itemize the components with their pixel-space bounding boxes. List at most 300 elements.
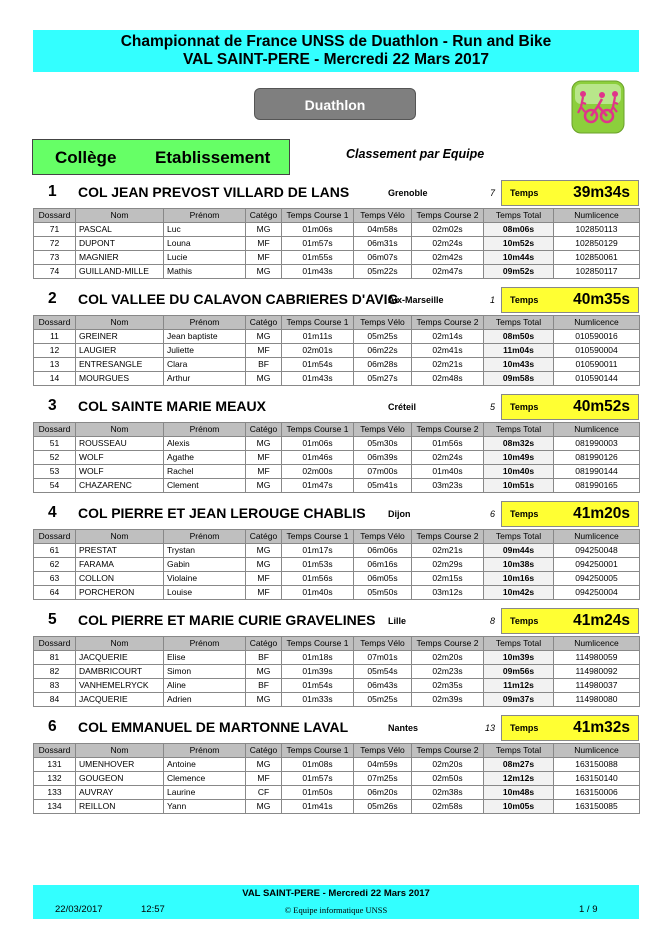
team-name: COL PIERRE ET MARIE CURIE GRAVELINES	[78, 612, 376, 628]
cell-temps-velo: 04m58s	[354, 223, 412, 237]
cell-temps-course-1: 01m56s	[282, 572, 354, 586]
cell-temps-course-1: 01m54s	[282, 358, 354, 372]
cell-prenom: Rachel	[164, 465, 246, 479]
cell-prenom: Clemence	[164, 772, 246, 786]
cell-categorie: BF	[246, 679, 282, 693]
team-time-label: Temps	[510, 295, 539, 305]
column-header-categorie: Catégo	[246, 209, 282, 223]
cell-temps-total: 11m12s	[484, 679, 554, 693]
column-header-temps-total: Temps Total	[484, 316, 554, 330]
column-header-prenom: Prénom	[164, 423, 246, 437]
cell-temps-velo: 05m25s	[354, 693, 412, 707]
column-header-prenom: Prénom	[164, 530, 246, 544]
cell-nom: AUVRAY	[76, 786, 164, 800]
team-name: COL VALLEE DU CALAVON CABRIERES D'AVIG	[78, 291, 399, 307]
team-time-label: Temps	[510, 402, 539, 412]
team-name: COL JEAN PREVOST VILLARD DE LANS	[78, 184, 350, 200]
cell-prenom: Adrien	[164, 693, 246, 707]
cell-temps-velo: 05m22s	[354, 265, 412, 279]
team-rank: 5	[48, 611, 57, 628]
cell-dossard: 53	[34, 465, 76, 479]
cell-temps-course-2: 02m15s	[412, 572, 484, 586]
column-header-nom: Nom	[76, 637, 164, 651]
cell-categorie: MG	[246, 479, 282, 493]
cell-prenom: Trystan	[164, 544, 246, 558]
cell-dossard: 12	[34, 344, 76, 358]
cell-numlicence: 010590144	[554, 372, 640, 386]
team-time-label: Temps	[510, 616, 539, 626]
column-header-temps-velo: Temps Vélo	[354, 744, 412, 758]
cell-nom: WOLF	[76, 451, 164, 465]
cell-numlicence: 114980059	[554, 651, 640, 665]
column-header-dossard: Dossard	[34, 637, 76, 651]
team-time-box	[501, 287, 639, 313]
cell-dossard: 52	[34, 451, 76, 465]
cell-numlicence: 163150088	[554, 758, 640, 772]
table-row	[34, 772, 640, 786]
cell-temps-course-1: 01m08s	[282, 758, 354, 772]
cell-categorie: MF	[246, 344, 282, 358]
table-header-row	[34, 423, 640, 437]
column-header-categorie: Catégo	[246, 316, 282, 330]
team-name: COL SAINTE MARIE MEAUX	[78, 398, 266, 414]
cell-numlicence: 114980092	[554, 665, 640, 679]
cell-temps-total: 10m52s	[484, 237, 554, 251]
cell-prenom: Simon	[164, 665, 246, 679]
column-header-prenom: Prénom	[164, 209, 246, 223]
results-table	[33, 208, 640, 279]
column-header-prenom: Prénom	[164, 637, 246, 651]
cell-prenom: Luc	[164, 223, 246, 237]
cell-temps-course-2: 02m35s	[412, 679, 484, 693]
run-and-bike-logo-icon	[571, 80, 625, 134]
team-rank: 6	[48, 718, 57, 735]
team-academy: Créteil	[388, 402, 417, 412]
cell-temps-course-2: 02m21s	[412, 544, 484, 558]
cell-temps-course-2: 01m56s	[412, 437, 484, 451]
cell-nom: JACQUERIE	[76, 693, 164, 707]
column-header-numlicence: Numlicence	[554, 209, 640, 223]
column-header-temps-velo: Temps Vélo	[354, 423, 412, 437]
cell-prenom: Antoine	[164, 758, 246, 772]
cell-dossard: 132	[34, 772, 76, 786]
column-header-temps-course-2: Temps Course 2	[412, 637, 484, 651]
cell-temps-course-2: 02m24s	[412, 237, 484, 251]
cell-temps-total: 10m44s	[484, 251, 554, 265]
cell-numlicence: 102850113	[554, 223, 640, 237]
cell-temps-course-1: 01m06s	[282, 223, 354, 237]
cell-prenom: Clement	[164, 479, 246, 493]
cell-temps-course-2: 02m20s	[412, 758, 484, 772]
column-header-temps-course-1: Temps Course 1	[282, 744, 354, 758]
cell-temps-velo: 05m41s	[354, 479, 412, 493]
column-header-nom: Nom	[76, 423, 164, 437]
table-header-row	[34, 209, 640, 223]
cell-prenom: Louise	[164, 586, 246, 600]
table-row	[34, 223, 640, 237]
table-row	[34, 437, 640, 451]
cell-temps-velo: 06m16s	[354, 558, 412, 572]
table-row	[34, 344, 640, 358]
cell-nom: PRESTAT	[76, 544, 164, 558]
cell-temps-course-2: 02m48s	[412, 372, 484, 386]
team-header	[33, 394, 639, 422]
cell-prenom: Lucie	[164, 251, 246, 265]
cell-nom: ENTRESANGLE	[76, 358, 164, 372]
column-header-categorie: Catégo	[246, 637, 282, 651]
column-header-temps-course-1: Temps Course 1	[282, 423, 354, 437]
cell-dossard: 13	[34, 358, 76, 372]
cell-nom: JACQUERIE	[76, 651, 164, 665]
table-row	[34, 358, 640, 372]
cell-temps-course-1: 01m11s	[282, 330, 354, 344]
cell-dossard: 82	[34, 665, 76, 679]
table-row	[34, 586, 640, 600]
cell-categorie: CF	[246, 786, 282, 800]
cell-nom: DAMBRICOURT	[76, 665, 164, 679]
team-rank: 1	[48, 183, 57, 200]
table-row	[34, 651, 640, 665]
cell-dossard: 133	[34, 786, 76, 800]
column-header-temps-total: Temps Total	[484, 530, 554, 544]
column-header-temps-course-2: Temps Course 2	[412, 423, 484, 437]
cell-temps-course-2: 02m42s	[412, 251, 484, 265]
footer-copyright: © Equipe informatique UNSS	[284, 905, 388, 915]
team-number: 8	[489, 616, 495, 626]
table-row	[34, 679, 640, 693]
cell-nom: GUILLAND-MILLE	[76, 265, 164, 279]
cell-temps-course-2: 02m38s	[412, 786, 484, 800]
column-header-nom: Nom	[76, 209, 164, 223]
cell-categorie: MF	[246, 772, 282, 786]
column-header-categorie: Catégo	[246, 530, 282, 544]
column-header-nom: Nom	[76, 744, 164, 758]
team-time-box	[501, 715, 639, 741]
column-header-temps-velo: Temps Vélo	[354, 530, 412, 544]
category-box	[32, 139, 290, 175]
team-time-value: 40m52s	[573, 398, 630, 415]
cell-numlicence: 010590016	[554, 330, 640, 344]
cell-temps-velo: 06m07s	[354, 251, 412, 265]
team-time-value: 40m35s	[573, 291, 630, 308]
table-row	[34, 372, 640, 386]
cell-dossard: 81	[34, 651, 76, 665]
cell-prenom: Arthur	[164, 372, 246, 386]
team-time-box	[501, 394, 639, 420]
team-time-box	[501, 180, 639, 206]
team-number: 13	[484, 723, 495, 733]
cell-numlicence: 094250005	[554, 572, 640, 586]
cell-dossard: 54	[34, 479, 76, 493]
cell-temps-total: 10m05s	[484, 800, 554, 814]
cell-numlicence: 163150085	[554, 800, 640, 814]
cell-categorie: MG	[246, 558, 282, 572]
cell-temps-course-2: 03m12s	[412, 586, 484, 600]
table-row	[34, 465, 640, 479]
cell-temps-velo: 07m00s	[354, 465, 412, 479]
cell-temps-total: 10m49s	[484, 451, 554, 465]
team-number: 1	[489, 295, 495, 305]
column-header-dossard: Dossard	[34, 423, 76, 437]
cell-prenom: Louna	[164, 237, 246, 251]
cell-dossard: 71	[34, 223, 76, 237]
cell-numlicence: 094250048	[554, 544, 640, 558]
event-pill: Duathlon	[254, 88, 416, 120]
cell-numlicence: 010590004	[554, 344, 640, 358]
cell-prenom: Clara	[164, 358, 246, 372]
column-header-dossard: Dossard	[34, 316, 76, 330]
team-academy: Lille	[388, 616, 407, 626]
cell-dossard: 61	[34, 544, 76, 558]
cell-nom: VANHEMELRYCK	[76, 679, 164, 693]
column-header-numlicence: Numlicence	[554, 530, 640, 544]
column-header-temps-course-1: Temps Course 1	[282, 530, 354, 544]
team-block	[33, 180, 639, 279]
cell-categorie: MG	[246, 544, 282, 558]
cell-temps-velo: 06m20s	[354, 786, 412, 800]
team-rank: 2	[48, 290, 57, 307]
column-header-temps-total: Temps Total	[484, 209, 554, 223]
table-row	[34, 451, 640, 465]
column-header-temps-total: Temps Total	[484, 744, 554, 758]
footer-time: 12:57	[141, 904, 165, 915]
cell-temps-course-2: 02m24s	[412, 451, 484, 465]
table-row	[34, 572, 640, 586]
cell-numlicence: 102850061	[554, 251, 640, 265]
column-header-categorie: Catégo	[246, 744, 282, 758]
cell-nom: DUPONT	[76, 237, 164, 251]
cell-temps-total: 12m12s	[484, 772, 554, 786]
cell-dossard: 64	[34, 586, 76, 600]
cell-temps-total: 10m42s	[484, 586, 554, 600]
table-row	[34, 558, 640, 572]
cell-categorie: MG	[246, 800, 282, 814]
team-time-label: Temps	[510, 723, 539, 733]
cell-temps-total: 10m48s	[484, 786, 554, 800]
cell-numlicence: 163150140	[554, 772, 640, 786]
cell-prenom: Alexis	[164, 437, 246, 451]
team-number: 6	[489, 509, 495, 519]
cell-temps-course-1: 01m39s	[282, 665, 354, 679]
cell-dossard: 74	[34, 265, 76, 279]
table-row	[34, 665, 640, 679]
team-header	[33, 715, 639, 743]
cell-dossard: 134	[34, 800, 76, 814]
cell-temps-velo: 06m31s	[354, 237, 412, 251]
team-time-label: Temps	[510, 188, 539, 198]
cell-numlicence: 094250004	[554, 586, 640, 600]
cell-temps-course-1: 01m54s	[282, 679, 354, 693]
cell-temps-velo: 07m25s	[354, 772, 412, 786]
cell-temps-total: 10m39s	[484, 651, 554, 665]
column-header-prenom: Prénom	[164, 744, 246, 758]
cell-temps-course-2: 02m39s	[412, 693, 484, 707]
column-header-numlicence: Numlicence	[554, 316, 640, 330]
table-header-row	[34, 316, 640, 330]
cell-temps-total: 08m50s	[484, 330, 554, 344]
cell-nom: MAGNIER	[76, 251, 164, 265]
cell-numlicence: 081990165	[554, 479, 640, 493]
cell-categorie: MG	[246, 372, 282, 386]
cell-nom: PASCAL	[76, 223, 164, 237]
team-block	[33, 394, 639, 493]
column-header-numlicence: Numlicence	[554, 423, 640, 437]
cell-nom: MOURGUES	[76, 372, 164, 386]
cell-numlicence: 163150006	[554, 786, 640, 800]
column-header-nom: Nom	[76, 316, 164, 330]
team-name: COL PIERRE ET JEAN LEROUGE CHABLIS	[78, 505, 366, 521]
cell-nom: COLLON	[76, 572, 164, 586]
team-rank: 3	[48, 397, 57, 414]
cell-numlicence: 114980080	[554, 693, 640, 707]
cell-temps-velo: 06m28s	[354, 358, 412, 372]
cell-nom: CHAZARENC	[76, 479, 164, 493]
ranking-mode-label: Classement par Equipe	[346, 147, 485, 161]
cell-nom: GREINER	[76, 330, 164, 344]
column-header-temps-course-1: Temps Course 1	[282, 316, 354, 330]
cell-temps-course-2: 02m14s	[412, 330, 484, 344]
cell-temps-total: 10m40s	[484, 465, 554, 479]
category-level: Collège	[55, 148, 117, 167]
cell-temps-total: 09m44s	[484, 544, 554, 558]
team-time-label: Temps	[510, 509, 539, 519]
cell-temps-course-1: 01m46s	[282, 451, 354, 465]
table-row	[34, 758, 640, 772]
column-header-temps-velo: Temps Vélo	[354, 209, 412, 223]
cell-numlicence: 114980037	[554, 679, 640, 693]
cell-numlicence: 081990003	[554, 437, 640, 451]
cell-temps-total: 09m37s	[484, 693, 554, 707]
cell-temps-velo: 07m01s	[354, 651, 412, 665]
team-time-value: 41m24s	[573, 612, 630, 629]
cell-temps-course-2: 03m23s	[412, 479, 484, 493]
column-header-numlicence: Numlicence	[554, 744, 640, 758]
cell-temps-velo: 06m05s	[354, 572, 412, 586]
column-header-nom: Nom	[76, 530, 164, 544]
table-row	[34, 265, 640, 279]
cell-temps-course-1: 01m06s	[282, 437, 354, 451]
cell-prenom: Agathe	[164, 451, 246, 465]
results-table	[33, 636, 640, 707]
cell-temps-course-1: 01m18s	[282, 651, 354, 665]
team-name: COL EMMANUEL DE MARTONNE LAVAL	[78, 719, 349, 735]
cell-temps-course-2: 02m29s	[412, 558, 484, 572]
cell-dossard: 83	[34, 679, 76, 693]
cell-temps-course-2: 01m40s	[412, 465, 484, 479]
column-header-temps-course-2: Temps Course 2	[412, 209, 484, 223]
table-header-row	[34, 637, 640, 651]
cell-temps-course-2: 02m58s	[412, 800, 484, 814]
cell-nom: LAUGIER	[76, 344, 164, 358]
team-block	[33, 715, 639, 814]
cell-temps-velo: 05m54s	[354, 665, 412, 679]
team-time-box	[501, 501, 639, 527]
team-header	[33, 501, 639, 529]
cell-temps-velo: 05m25s	[354, 330, 412, 344]
footer-date: 22/03/2017	[55, 904, 103, 915]
cell-temps-total: 10m43s	[484, 358, 554, 372]
cell-temps-velo: 06m43s	[354, 679, 412, 693]
cell-prenom: Elise	[164, 651, 246, 665]
cell-categorie: MG	[246, 665, 282, 679]
cell-temps-velo: 04m59s	[354, 758, 412, 772]
column-header-numlicence: Numlicence	[554, 637, 640, 651]
cell-temps-course-2: 02m20s	[412, 651, 484, 665]
team-time-value: 41m20s	[573, 505, 630, 522]
cell-temps-course-2: 02m47s	[412, 265, 484, 279]
column-header-temps-velo: Temps Vélo	[354, 637, 412, 651]
cell-nom: UMENHOVER	[76, 758, 164, 772]
team-block	[33, 287, 639, 386]
results-table	[33, 315, 640, 386]
cell-prenom: Yann	[164, 800, 246, 814]
cell-temps-course-2: 02m50s	[412, 772, 484, 786]
column-header-temps-course-2: Temps Course 2	[412, 316, 484, 330]
cell-dossard: 51	[34, 437, 76, 451]
column-header-temps-velo: Temps Vélo	[354, 316, 412, 330]
cell-temps-velo: 05m30s	[354, 437, 412, 451]
cell-temps-course-1: 01m41s	[282, 800, 354, 814]
column-header-temps-course-2: Temps Course 2	[412, 530, 484, 544]
cell-categorie: MF	[246, 237, 282, 251]
cell-prenom: Juliette	[164, 344, 246, 358]
column-header-temps-course-2: Temps Course 2	[412, 744, 484, 758]
table-row	[34, 479, 640, 493]
cell-temps-total: 10m51s	[484, 479, 554, 493]
column-header-temps-total: Temps Total	[484, 637, 554, 651]
cell-prenom: Laurine	[164, 786, 246, 800]
cell-dossard: 11	[34, 330, 76, 344]
cell-numlicence: 094250001	[554, 558, 640, 572]
table-header-row	[34, 744, 640, 758]
team-academy: Dijon	[388, 509, 411, 519]
cell-dossard: 84	[34, 693, 76, 707]
cell-dossard: 63	[34, 572, 76, 586]
table-row	[34, 800, 640, 814]
cell-temps-course-1: 01m50s	[282, 786, 354, 800]
table-row	[34, 786, 640, 800]
table-row	[34, 544, 640, 558]
cell-prenom: Jean baptiste	[164, 330, 246, 344]
team-academy: Grenoble	[388, 188, 428, 198]
cell-temps-total: 08m32s	[484, 437, 554, 451]
cell-categorie: MG	[246, 437, 282, 451]
cell-temps-velo: 05m50s	[354, 586, 412, 600]
cell-numlicence: 102850117	[554, 265, 640, 279]
cell-categorie: BF	[246, 651, 282, 665]
cell-categorie: MG	[246, 223, 282, 237]
team-number: 5	[489, 402, 495, 412]
category-type: Etablissement	[155, 148, 271, 167]
table-row	[34, 251, 640, 265]
cell-temps-velo: 05m27s	[354, 372, 412, 386]
cell-temps-total: 10m38s	[484, 558, 554, 572]
cell-temps-course-1: 02m00s	[282, 465, 354, 479]
results-table	[33, 529, 640, 600]
cell-categorie: MG	[246, 330, 282, 344]
cell-dossard: 62	[34, 558, 76, 572]
cell-temps-total: 09m52s	[484, 265, 554, 279]
cell-temps-course-1: 01m43s	[282, 372, 354, 386]
team-header	[33, 180, 639, 208]
cell-temps-course-1: 01m55s	[282, 251, 354, 265]
column-header-temps-course-1: Temps Course 1	[282, 209, 354, 223]
cell-nom: PORCHERON	[76, 586, 164, 600]
column-header-prenom: Prénom	[164, 316, 246, 330]
cell-temps-course-1: 01m40s	[282, 586, 354, 600]
cell-categorie: MF	[246, 465, 282, 479]
cell-numlicence: 010590011	[554, 358, 640, 372]
